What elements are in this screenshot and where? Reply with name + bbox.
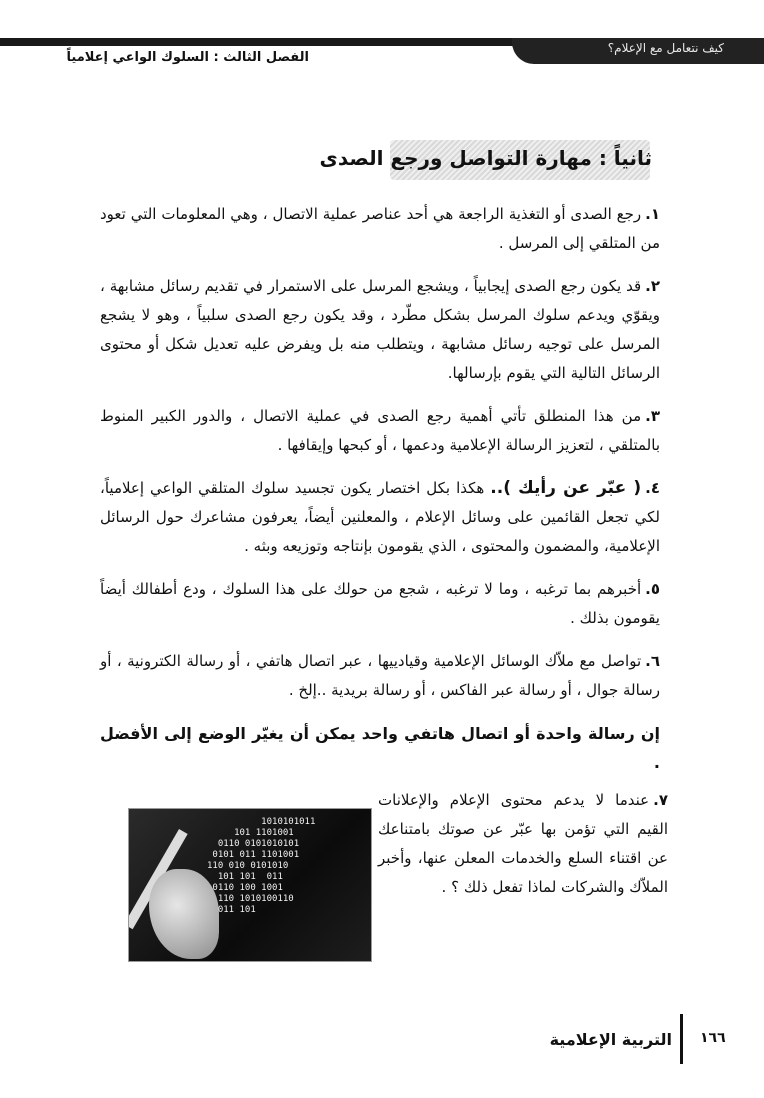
item-number: ٧.	[653, 791, 668, 809]
list-item	[100, 647, 660, 705]
item-text: من هذا المنطلق تأتي أهمية رجع الصدى في عملية الاتصال ، والدور الكبير المنوط بالمتلقي ، لتعزيز الرسالة الإعلامية ودعمها ، أو كبحها وإيقافها .	[100, 407, 660, 454]
list-item	[100, 402, 660, 460]
item-number: ٣.	[645, 407, 660, 425]
item-text: عندما لا يدعم محتوى الإعلام والإعلانات القيم التي تؤمن بها عبّر عن صوتك بامتناعك عن اقتناء السلع والخدمات المعلن عنها، وأخبر الملاّك والشركات لماذا تفعل ذلك ؟ .	[378, 791, 668, 896]
item-text: أخبرهم بما ترغبه ، وما لا ترغبه ، شجع من حولك على هذا السلوك ، ودع أطفالك أيضاً يقومون بذلك .	[100, 580, 660, 627]
binary-line: 0110 0101010101	[207, 839, 300, 849]
binary-line: 0101 011 1101001	[207, 850, 300, 860]
binary-line: 101 101 011	[207, 872, 283, 882]
footer-title: التربية الإعلامية	[549, 1030, 672, 1049]
item-number: ٢.	[645, 277, 660, 295]
list-item	[100, 272, 660, 388]
item-text: رجع الصدى أو التغذية الراجعة هي أحد عناصر عملية الاتصال ، وهي المعلومات التي تعود من المتلقي إلى المرسل .	[100, 205, 660, 252]
item-bold-phrase: ( عبّر عن رأيك )..	[490, 478, 642, 498]
header-tab-label: كيف نتعامل مع الإعلام؟	[607, 41, 724, 55]
item-number: ٥.	[645, 580, 660, 598]
main-content	[100, 200, 660, 787]
highlight-statement: إن رسالة واحدة أو اتصال هاتفي واحد يمكن أن يغيّر الوضع إلى الأفضل .	[100, 724, 660, 772]
item-text: تواصل مع ملاّك الوسائل الإعلامية وقيادييها ، عبر اتصال هاتفي ، أو رسالة الكترونية ، أو رسالة جوال ، أو رسالة عبر الفاكس ، أو رسالة بريدية ..إلخ .	[100, 652, 660, 699]
binary-line: 011 101	[207, 905, 256, 915]
binary-line: 101 1101001	[207, 828, 294, 838]
list-item	[100, 200, 660, 258]
item-text: هكذا بكل اختصار يكون تجسيد سلوك المتلقي الواعي إعلامياً، لكي تجعل القائمين على وسائل الإعلام ، والمعلنين أيضاً، يعرفون مشاعرك حول الرسائل الإعلامية، والمضمون والمحتوى ، الذي يقومون بإنتاجه وتوزيعه وبثه .	[100, 479, 660, 555]
list-item	[378, 786, 668, 902]
list-item	[100, 575, 660, 633]
binary-code-photo	[128, 808, 372, 962]
chapter-title: الفصل الثالث : السلوك الواعي إعلامياً	[66, 50, 309, 65]
binary-text	[207, 817, 357, 916]
item-number: ٤.	[645, 479, 660, 497]
footer-divider	[680, 1014, 683, 1064]
item-number: ١.	[645, 205, 660, 223]
page-number: ١٦٦	[700, 1030, 726, 1046]
item-text: قد يكون رجع الصدى إيجابياً ، ويشجع المرسل على الاستمرار في تقديم رسائل مشابهة ، ويقوّي ويدعم سلوك المرسل بشكل مطّرد ، وقد يكون رجع الصدى سلبياً ، وهو لا يشجع المرسل على توجيه رسائل مشابهة ، ويتطلب منه بل ويفرض عليه تعديل شكل أو محتوى الرسائل التالية التي يقوم بإرسالها.	[100, 277, 660, 382]
binary-line: 110 010 0101010	[207, 861, 289, 871]
item-number: ٦.	[645, 652, 660, 670]
binary-line: 1010101011	[207, 817, 316, 827]
binary-line: 110 1010100110	[207, 894, 294, 904]
section-title: ثانياً : مهارة التواصل ورجع الصدى	[319, 146, 652, 170]
header-tab	[512, 38, 764, 64]
binary-line: 0110 100 1001	[207, 883, 283, 893]
list-item	[100, 474, 660, 561]
